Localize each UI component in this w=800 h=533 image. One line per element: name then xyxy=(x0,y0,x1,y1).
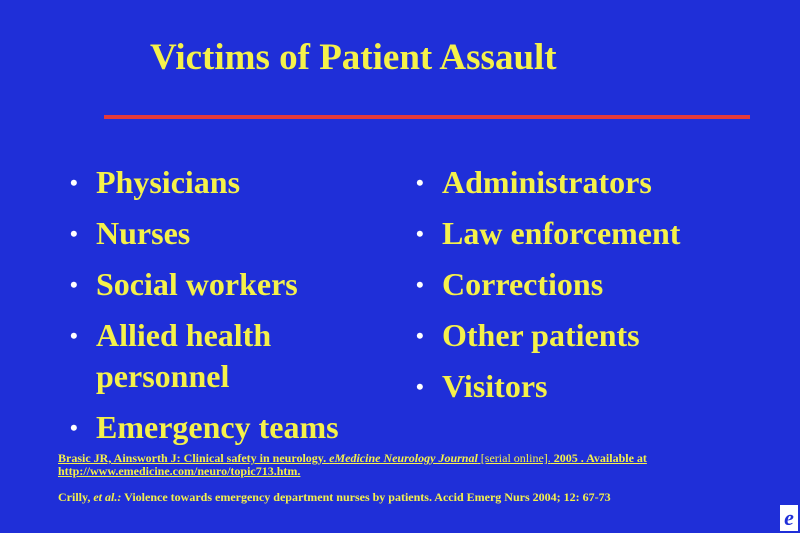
list-item-text: Visitors xyxy=(442,368,548,404)
bullet-icon: • xyxy=(70,323,78,348)
reference-1-journal: eMedicine Neurology Journal xyxy=(329,451,478,465)
references xyxy=(58,452,758,504)
reference-2-author: Crilly, xyxy=(58,490,94,504)
list-item xyxy=(416,264,776,305)
list-item-text: Physicians xyxy=(96,164,241,200)
reference-1[interactable] xyxy=(58,452,758,478)
reference-2-tail: Violence towards emergency department nurses by patients. Accid Emerg Nurs 2004; 12: 67-73 xyxy=(121,490,611,504)
reference-1-authors: Brasic JR, Ainsworth J: Clinical safety in neurology. xyxy=(58,451,330,465)
reference-2-etal: et al.: xyxy=(93,490,122,504)
bullet-icon: • xyxy=(416,374,424,399)
bullet-icon: • xyxy=(70,221,78,246)
bullet-icon: • xyxy=(70,170,78,195)
list-item-text: Law enforcement xyxy=(442,215,681,251)
bullet-icon: • xyxy=(416,272,424,297)
slide-title: Victims of Patient Assault xyxy=(150,37,557,78)
corner-logo-icon: e xyxy=(780,505,798,531)
bullet-icon: • xyxy=(70,272,78,297)
list-item-text: Nurses xyxy=(96,215,191,251)
list-item xyxy=(70,213,390,254)
list-item-text: Emergency teams xyxy=(96,409,339,445)
list-item xyxy=(416,213,776,254)
list-item xyxy=(416,162,776,203)
list-item xyxy=(70,162,390,203)
list-item xyxy=(70,264,390,305)
list-item-text: Allied health personnel xyxy=(96,317,272,394)
bullet-icon: • xyxy=(416,323,424,348)
bullet-icon: • xyxy=(416,221,424,246)
title-divider xyxy=(104,115,750,119)
list-item-text: Social workers xyxy=(96,266,298,302)
list-item xyxy=(70,315,390,397)
list-item-text: Corrections xyxy=(442,266,604,302)
list-item xyxy=(416,315,776,356)
reference-2 xyxy=(58,491,758,504)
list-item-text: Administrators xyxy=(442,164,652,200)
bullet-icon: • xyxy=(416,170,424,195)
reference-1-serial: [serial online]. xyxy=(477,451,551,465)
list-item xyxy=(416,366,776,407)
right-bullet-list xyxy=(416,162,776,417)
list-item-text: Other patients xyxy=(442,317,640,353)
list-item xyxy=(70,407,390,448)
left-bullet-list xyxy=(70,162,390,458)
bullet-icon: • xyxy=(70,415,78,440)
reference-1-tail: 2005 . Available at http://www.emedicine.com/neuro/topic713.htm. xyxy=(58,451,647,478)
